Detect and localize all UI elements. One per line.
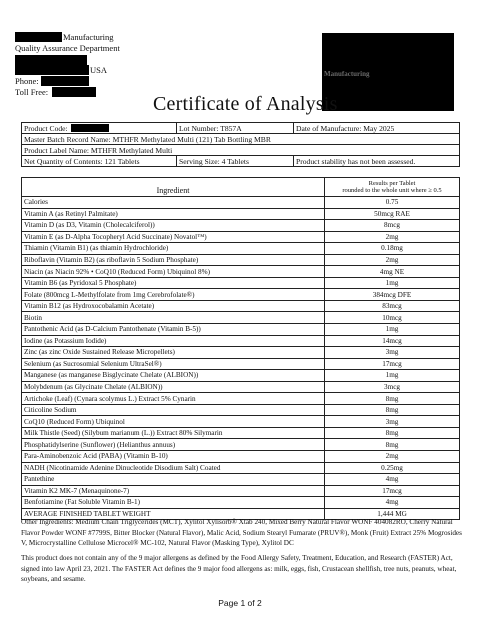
ingredient-name: Pantethine — [22, 474, 325, 486]
ingredient-name: Molybdenum (as Glycinate Chelate (ALBION)) — [22, 381, 325, 393]
ingredient-amount: 8mg — [325, 393, 460, 405]
ingredient-amount: 1mg — [325, 370, 460, 382]
ingredient-name: Benfotiamine (Fat Soluble Vitamin B-1) — [22, 497, 325, 509]
results-header-line-1: Results per Tablet — [368, 179, 416, 187]
table-row — [22, 254, 460, 266]
ingredient-name: Zinc (as zinc Oxide Sustained Release Micropellets) — [22, 347, 325, 359]
ingredient-amount: 4mg — [325, 474, 460, 486]
ingredient-name: Selenium (as Sucrosomial Selenium UltraSel®) — [22, 358, 325, 370]
table-row — [22, 312, 460, 324]
ingredient-name: Niacin (as Niacin 92% • CoQ10 (Reduced Form) Ubiquinol 8%) — [22, 266, 325, 278]
ingredient-name: Folate (800mcg L-Methylfolate from 1mg Cerebrofolate®) — [22, 289, 325, 301]
ingredient-amount: 2mg — [325, 231, 460, 243]
ingredient-name: Vitamin B6 (as Pyridoxal 5 Phosphate) — [22, 277, 325, 289]
header-line-country: USA — [90, 65, 108, 75]
ingredient-amount: 8mg — [325, 404, 460, 416]
ingredient-name: Biotin — [22, 312, 325, 324]
ingredient-amount: 3mg — [325, 347, 460, 359]
table-row — [22, 243, 460, 255]
table-row — [22, 370, 460, 382]
ingredient-amount: 3mcg — [325, 381, 460, 393]
table-row — [22, 266, 460, 278]
ingredient-name: Vitamin E (as D-Alpha Tocopheryl Acid Succinate) Novatol™) — [22, 231, 325, 243]
header-line-toll-free: Toll Free: — [15, 87, 49, 97]
table-row — [22, 381, 460, 393]
ingredient-amount: 83mcg — [325, 300, 460, 312]
redacted-company-name — [15, 32, 62, 42]
ingredients-table-body — [22, 197, 460, 509]
total-weight-value: 1,444 MG — [325, 508, 460, 519]
table-row — [22, 220, 460, 232]
ingredient-amount: 1mg — [325, 277, 460, 289]
ingredient-name: Vitamin A (as Retinyl Palmitate) — [22, 208, 325, 220]
redacted-city-line — [15, 65, 89, 75]
table-row — [22, 427, 460, 439]
ingredient-name: Pantothenic Acid (as D-Calcium Pantothenate (Vitamin B-5)) — [22, 324, 325, 336]
logo-text: Manufacturing — [324, 70, 370, 78]
table-row — [22, 347, 460, 359]
ingredient-name: CoQ10 (Reduced Form) Ubiquinol — [22, 416, 325, 428]
table-row — [22, 324, 460, 336]
document-title: Certificate of Analysis — [153, 93, 338, 115]
results-column-header — [325, 178, 460, 197]
ingredient-amount: 0.18mg — [325, 243, 460, 255]
redacted-product-code — [71, 124, 109, 132]
ingredient-amount: 8mg — [325, 439, 460, 451]
table-row — [22, 439, 460, 451]
ingredient-amount: 50mcg RAE — [325, 208, 460, 220]
ingredient-name: Vitamin D (as D3, Vitamin (Cholecalciferol)) — [22, 220, 325, 232]
header-line-manufacturing: Manufacturing — [63, 32, 114, 42]
ingredients-table — [21, 177, 460, 520]
ingredient-name: Para-Aminobenzoic Acid (PABA) (Vitamin B-10) — [22, 451, 325, 463]
product-label-cell: Product Label Name: MTHFR Methylated Multi — [22, 145, 460, 156]
ingredient-amount: 17mcg — [325, 358, 460, 370]
table-row — [22, 231, 460, 243]
table-row — [22, 485, 460, 497]
product-code-label: Product Code: — [24, 123, 68, 133]
table-row — [22, 474, 460, 486]
table-row — [22, 393, 460, 405]
ingredient-amount: 14mcg — [325, 335, 460, 347]
redacted-phone — [41, 76, 89, 86]
ingredient-name: Calories — [22, 197, 325, 209]
table-row — [22, 289, 460, 301]
table-row — [22, 404, 460, 416]
results-header-line-2: rounded to the whole unit where ≥ 0.5 — [342, 187, 442, 194]
table-row — [22, 416, 460, 428]
table-row — [22, 197, 460, 209]
ingredient-amount: 0.25mg — [325, 462, 460, 474]
ingredient-amount: 0.75 — [325, 197, 460, 209]
ingredient-name: Citicoline Sodium — [22, 404, 325, 416]
ingredient-amount: 4mg NE — [325, 266, 460, 278]
lot-number-cell: Lot Number: T857A — [177, 123, 294, 134]
master-batch-cell: Master Batch Record Name: MTHFR Methylated Multi (121) Tab Bottling MBR — [22, 134, 460, 145]
table-row — [22, 451, 460, 463]
ingredient-amount: 384mcg DFE — [325, 289, 460, 301]
table-row — [22, 462, 460, 474]
ingredient-name: Vitamin K2 MK-7 (Menaquinone-7) — [22, 485, 325, 497]
net-quantity-cell: Net Quantity of Contents: 121 Tablets — [22, 156, 177, 167]
ingredient-name: Vitamin B12 (as Hydroxocobalamin Acetate) — [22, 300, 325, 312]
ingredient-amount: 4mg — [325, 497, 460, 509]
ingredient-amount: 8mg — [325, 427, 460, 439]
ingredient-amount: 3mg — [325, 416, 460, 428]
ingredient-name: Thiamin (Vitamin B1) (as thiamin Hydrochloride) — [22, 243, 325, 255]
product-code-cell — [22, 123, 177, 134]
allergen-statement-text: This product does not contain any of the 9 major allergens as defined by the Food Allergy Safety, Treatment, Education, and Research (FASTER) Act, signed into law April 23, 2021. The FASTER Act defines the 9 major food allergens as: milk, eggs, fish, Crustacean shellfish, tree nuts, peanuts, wheat, soybeans, and sesame. — [21, 554, 457, 583]
redacted-toll-free — [52, 87, 96, 97]
ingredient-amount: 1mg — [325, 324, 460, 336]
table-row — [22, 300, 460, 312]
stability-cell: Product stability has not been assessed. — [294, 156, 460, 167]
ingredient-name: Artichoke (Leaf) (Cynara scolymus L.) Extract 5% Cynarin — [22, 393, 325, 405]
product-info-table — [21, 122, 460, 167]
ingredient-name: Riboflavin (Vitamin B2) (as riboflavin 5 Sodium Phosphate) — [22, 254, 325, 266]
other-ingredients-text: Other Ingredients: Medium Chain Triglycerides (MCT), Xylitol Xylisorb® Xtab 240, Mixed Berry Natural Flavor WONF 404082RO, Cherry Natural Flavor Powder WONF #7799S, Bitter Blocker (Natural Flavor), Malic Acid, Sodium Stearyl Fumarate (PRUV®), Monk (Fruit) Extract 25% Mogrosides V, Microcrystalline Cellulose Microcel® MC-102, Natural Flavor (Masking Type), Xylitol DC — [21, 518, 462, 547]
ingredient-amount: 17mcg — [325, 485, 460, 497]
ingredient-amount: 8mcg — [325, 220, 460, 232]
ingredient-amount: 2mg — [325, 451, 460, 463]
serving-size-cell: Serving Size: 4 Tablets — [177, 156, 294, 167]
redacted-address-line — [15, 55, 87, 65]
header-line-qa-department: Quality Assurance Department — [15, 43, 120, 53]
ingredient-amount: 2mg — [325, 254, 460, 266]
ingredient-amount: 10mcg — [325, 312, 460, 324]
total-weight-label: AVERAGE FINISHED TABLET WEIGHT — [22, 508, 325, 519]
ingredient-name: NADH (Nicotinamide Adenine Dinucleotide Disodium Salt) Coated — [22, 462, 325, 474]
table-row — [22, 335, 460, 347]
table-row — [22, 497, 460, 509]
header-line-phone: Phone: — [15, 76, 39, 86]
page-number: Page 1 of 2 — [218, 598, 262, 608]
ingredient-name: Milk Thistle (Seed) (Silybum marianum (L.)) Extract 80% Silymarin — [22, 427, 325, 439]
table-row — [22, 208, 460, 220]
ingredient-column-header: Ingredient — [22, 178, 325, 197]
ingredient-name: Phosphatidylserine (Sunflower) (Helianthus annuus) — [22, 439, 325, 451]
date-of-manufacture-cell: Date of Manufacture: May 2025 — [294, 123, 460, 134]
table-row — [22, 358, 460, 370]
ingredient-name: Iodine (as Potassium Iodide) — [22, 335, 325, 347]
table-row — [22, 277, 460, 289]
ingredient-name: Manganese (as manganese Bisglycinate Chelate (ALBION)) — [22, 370, 325, 382]
